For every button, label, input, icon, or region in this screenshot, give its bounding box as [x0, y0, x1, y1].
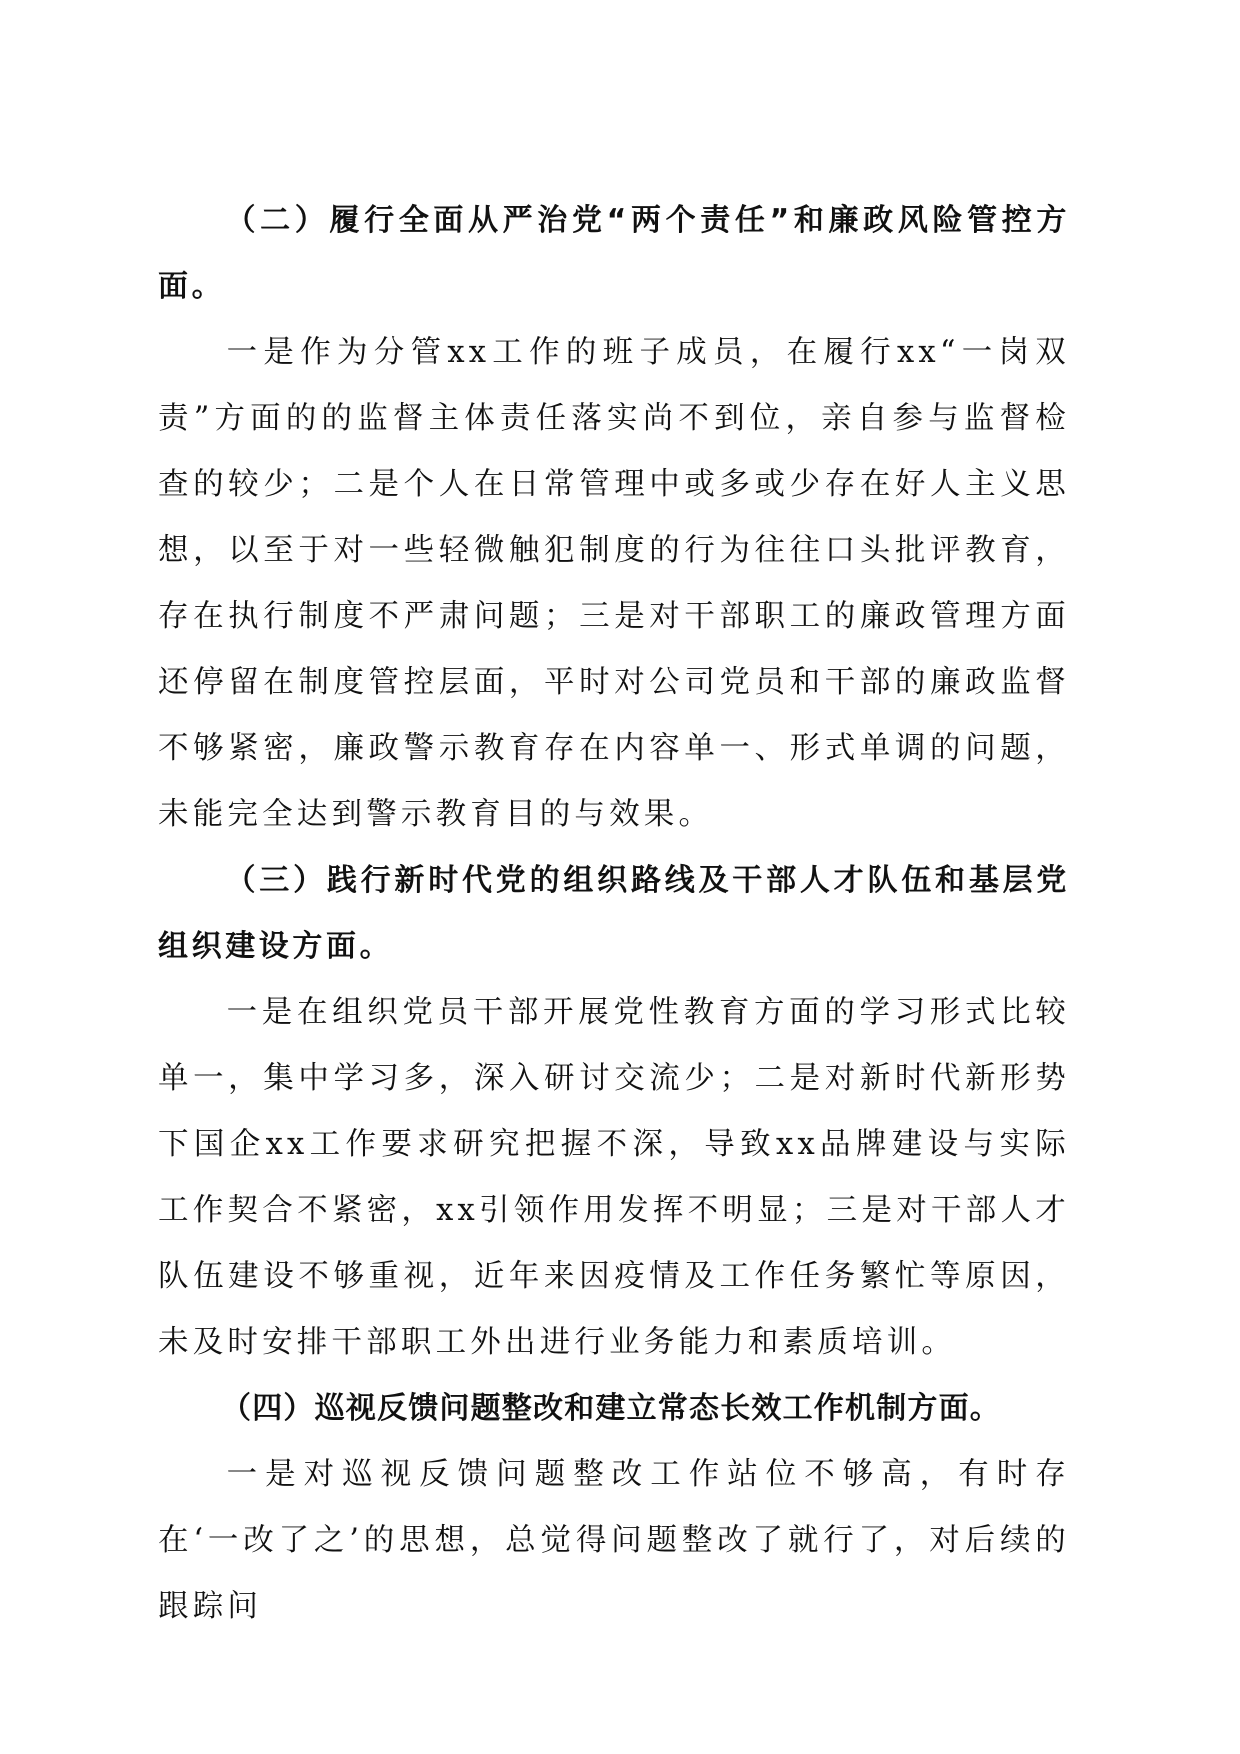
section-heading-3: （三）践行新时代党的组织路线及干部人才队伍和基层党组织建设方面。: [158, 863, 1070, 964]
section-heading-4: （四）巡视反馈问题整改和建立常态长效工作机制方面。: [221, 1391, 1001, 1426]
section-paragraph-3: 一是在组织党员干部开展党性教育方面的学习形式比较单一，集中学习多，深入研讨交流少；二是对新时代新形势下国企xx工作要求研究把握不深，导致xx品牌建设与实际工作契合不紧密，xx引领作用发挥不明显；三是对干部人才队伍建设不够重视，近年来因疫情及工作任务繁忙等原因，未及时安排干部职工外出进行业务能力和素质培训。: [158, 995, 1070, 1360]
section-paragraph-4: 一是对巡视反馈问题整改工作站位不够高，有时存在‘一改了之’的思想，总觉得问题整改了就行了，对后续的跟踪问: [158, 1457, 1070, 1624]
section-paragraph-2: 一是作为分管xx工作的班子成员，在履行xx“一岗双责”方面的的监督主体责任落实尚不到位，亲自参与监督检查的较少；二是个人在日常管理中或多或少存在好人主义思想，以至于对一些轻微触犯制度的行为往往口头批评教育，存在执行制度不严肃问题；三是对干部职工的廉政管理方面还停留在制度管控层面，平时对公司党员和干部的廉政监督不够紧密，廉政警示教育存在内容单一、形式单调的问题，未能完全达到警示教育目的与效果。: [158, 335, 1070, 832]
section-heading-2: （二）履行全面从严治党“两个责任”和廉政风险管控方面。: [158, 203, 1070, 304]
document-body: [158, 188, 1070, 1640]
